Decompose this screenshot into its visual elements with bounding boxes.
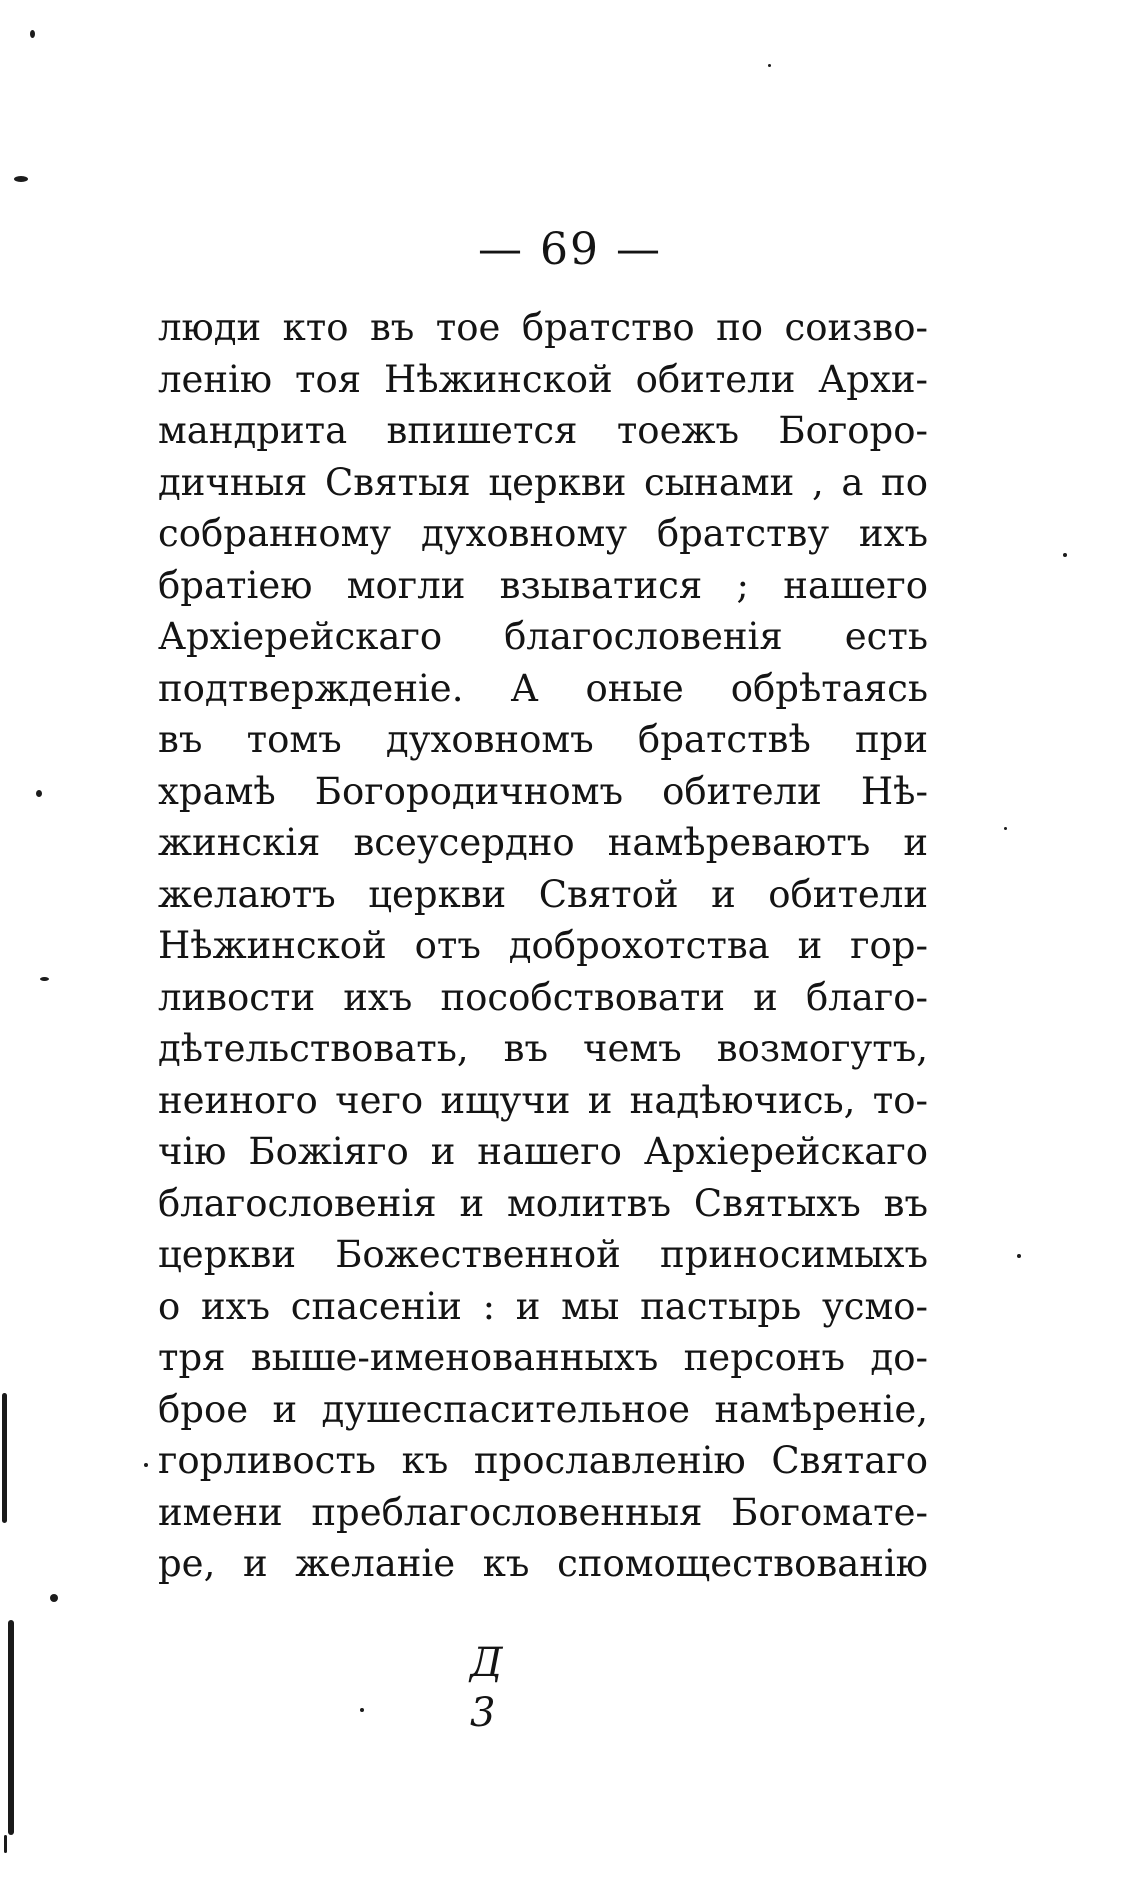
binding-edge-line — [8, 1620, 14, 1835]
text-line: желаютъ церкви Святой и обители — [158, 872, 928, 916]
scan-speck — [1004, 827, 1007, 830]
text-line: Нѣжинской отъ доброхотства и гор- — [158, 924, 928, 967]
scan-speck — [360, 1708, 364, 1712]
scan-speck — [50, 1594, 58, 1602]
scan-speck — [30, 30, 35, 38]
text-line: о ихъ спасеніи : и мы пастырь усмо- — [158, 1284, 928, 1328]
text-line: ре, и желаніе къ спомоществованію — [158, 1542, 928, 1585]
page-number: — 69 — — [478, 224, 662, 275]
scan-speck — [144, 1463, 148, 1467]
text-line: люди кто въ тое братство по соизво- — [158, 306, 928, 349]
scan-speck — [36, 790, 42, 797]
signature-mark: Д 3 — [470, 1640, 543, 1736]
text-line: подтвержденіе. А оные обрѣтаясь — [158, 666, 928, 710]
text-line: дѣтельствовать, въ чемъ возмогутъ, — [158, 1027, 928, 1070]
text-line: неиного чего ищучи и надѣючись, то- — [158, 1078, 928, 1122]
text-line: жинскія всеусердно намѣреваютъ и — [158, 821, 928, 864]
text-line: собранному духовному братству ихъ — [158, 512, 928, 555]
scan-speck — [1017, 1254, 1021, 1258]
body-text — [158, 302, 928, 1590]
text-line: братіею могли взыватися ; нашего — [158, 563, 928, 607]
text-line: имени преблагословенныя Богомате- — [158, 1490, 928, 1534]
scan-speck — [1063, 553, 1067, 557]
text-line: горливость къ прославленію Святаго — [158, 1439, 928, 1482]
text-line: храмѣ Богородичномъ обители Нѣ- — [158, 769, 928, 813]
scan-speck — [768, 64, 771, 67]
text-line: въ томъ духовномъ братствѣ при — [158, 718, 928, 761]
text-line: ленію тоя Нѣжинской обители Архи- — [158, 357, 928, 401]
scan-speck — [14, 176, 28, 182]
text-line: чію Божіяго и нашего Архіерейскаго — [158, 1130, 928, 1173]
text-line: дичныя Святыя церкви сынами , а по — [158, 460, 928, 504]
text-line: Архіерейскаго благословенія есть — [158, 615, 928, 658]
text-line: брое и душеспасительное намѣреніе, — [158, 1387, 928, 1431]
text-line: благословенія и молитвъ Святыхъ въ — [158, 1181, 928, 1225]
text-line: тря выше-именованныхъ персонъ до- — [158, 1336, 928, 1379]
text-line: мандрита впишется тоежъ Богоро- — [158, 409, 928, 452]
scan-speck — [40, 977, 49, 981]
binding-edge-line — [4, 1835, 7, 1853]
text-line: ливости ихъ пособствовати и благо- — [158, 975, 928, 1019]
binding-edge-line — [2, 1393, 7, 1523]
text-line: церкви Божественной приносимыхъ — [158, 1233, 928, 1276]
